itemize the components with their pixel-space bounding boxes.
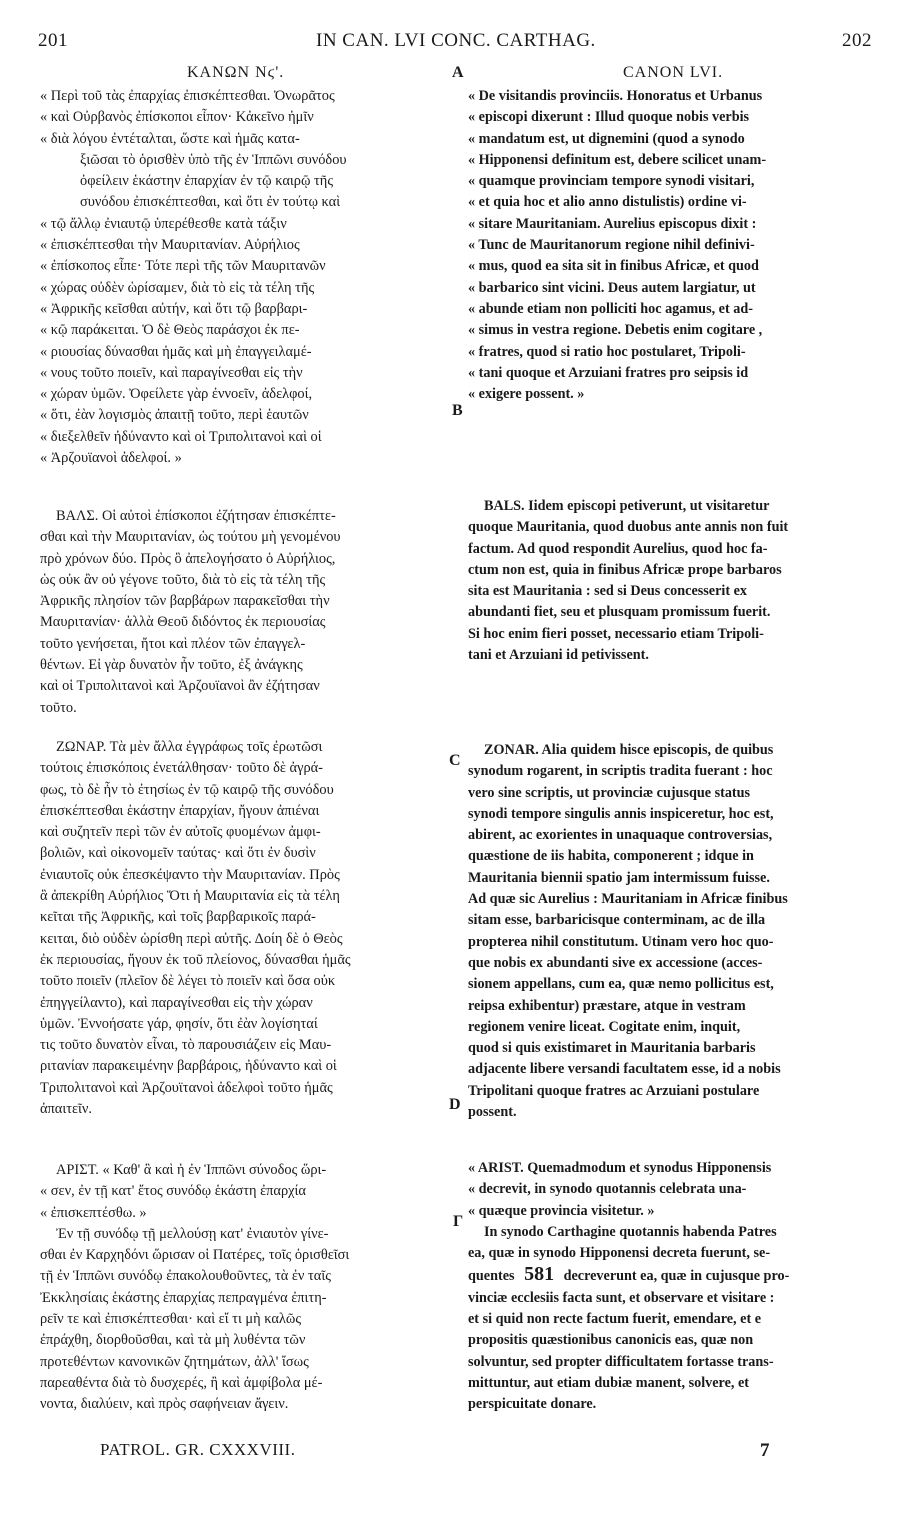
canon-text-latin (468, 86, 766, 405)
text-line: κειται, διὸ οὐδὲν ὡρίσθη περὶ αὐτῆς. Δοίη δὲ ὁ Θεὸς (40, 930, 343, 947)
text-line: κεῖται τῆς Ἀφρικῆς, καὶ τοῖς βαρβαρικοῖς παρά- (40, 909, 316, 926)
text-line: ὑμῶν. Ἐννοήσατε γάρ, φησίν, ὅτι ἐὰν λογίσηταί (40, 1015, 318, 1032)
text-line: Mauritania biennii spatio jam intermissum fuisse. (468, 869, 770, 886)
aristenus-commentary-latin (468, 1158, 789, 1416)
left-page-number: 201 (38, 30, 68, 51)
text-line: νοντα, διαλύειν, καὶ πρὸς σαφήνειαν ἄγειν. (40, 1396, 289, 1413)
text-line: « Hipponensi definitum est, debere scilicet unam- (468, 151, 767, 168)
text-line: τοῦτο ποιεῖν (πλεῖον δὲ λέγει τὸ ποιεῖν καὶ ὅσα οὐκ (40, 973, 336, 990)
text-line: Si hoc enim fieri posset, necessario etiam Tripoli- (468, 625, 764, 642)
text-line: abirent, ac exorientes in unaquaque controversias, (468, 827, 773, 844)
column-number: 581 (524, 1263, 555, 1286)
text-line: ΑΡΙΣΤ. « Καθ' ἃ καὶ ἡ ἐν Ἱππῶνι σύνοδος ὥρι- (56, 1162, 327, 1178)
text-line: ctum non est, quia in finibus Africæ prope barbaros (468, 561, 782, 578)
text-line: πρὸ χρόνων δύο. Πρὸς ὃ ἀπελογήσατο ὁ Αὐρήλιος, (40, 550, 336, 567)
text-line: Ad quæ sic Aurelius : Mauritaniam in Africæ finibus (468, 891, 788, 908)
text-line: ὡς οὐκ ἂν οὐ γέγονε τοῦτο, διὰ τὸ εἰς τὰ τέλη τῆς (40, 571, 326, 588)
text-line: quæstione de iis habita, componerent ; idque in (468, 848, 754, 865)
text-line: vero sine scriptis, ut provinciæ cujusque status (468, 784, 751, 801)
text-line: ριτανίαν παρακειμένην βαρβάροις, ἠδύναντο καὶ οἱ (40, 1058, 337, 1075)
text-line: ΖΩΝΑΡ. Τὰ μὲν ἄλλα ἐγγράφως τοῖς ἐρωτῶσι (56, 739, 323, 755)
right-page-number: 202 (842, 30, 872, 51)
text-line: « τῷ ἄλλῳ ἐνιαυτῷ ὑπερέθεσθε κατὰ τάξιν (40, 215, 287, 232)
text-line: παρεαθέντα διὰ τὸ δυσχερές, ἢ καὶ ἀμφίβολα μέ- (40, 1374, 323, 1391)
text-line: « νους τοῦτο ποιεῖν, καὶ παραγίνεσθαι εἰς τὴν (40, 364, 303, 381)
text-line: ZONAR. Alia quidem hisce episcopis, de quibus (484, 742, 774, 758)
text-line: que nobis ex abundanti sive ex accessione (acces- (468, 954, 763, 971)
text-line: ea, quæ in synodo Hipponensi decreta fuerunt, se- (468, 1245, 771, 1262)
text-line: καὶ συζητεῖν περὶ τῶν ἐν αὐτοῖς φυομένων ἀμφι- (40, 824, 321, 841)
text-line: τοῦτο. (40, 699, 77, 716)
canon-heading-greek: ΚΑΝΩΝ Νϛ'. (187, 64, 285, 81)
text-line: « et quia hoc et alio anno distulistis) ordine vi- (468, 194, 747, 211)
text-line: θέντων. Εἰ γὰρ δυνατὸν ἦν τοῦτο, ἐξ ἀνάγκης (40, 657, 303, 674)
text-line: reipsa exhibentur) præstare, atque in vestram (468, 997, 746, 1014)
text-line: φως, τὸ δὲ ἦν τὸ ἐτησίως ἐν τῷ καιρῷ τῆς συνόδου (40, 781, 334, 798)
text-line: « De visitandis provinciis. Honoratus et Urbanus (468, 88, 763, 104)
text-line: vinciæ ecclesiis facta sunt, et observare et visitare : (468, 1289, 775, 1306)
text-line: Tripolitani quoque fratres ac Arzuiani postulare (468, 1082, 760, 1099)
margin-letter-b: B (452, 402, 463, 419)
text-line: συνόδου ἐπισκέπτεσθαι, καὶ ὅτι ἐν τούτῳ καὶ (80, 194, 341, 211)
text-line: « διὰ λόγου ἐντέταλται, ὥστε καὶ ἡμᾶς κατα- (40, 130, 300, 147)
text-line: sionem appellans, cum ea, quæ nemo pollicitus est, (468, 976, 774, 993)
text-line: « ριουσίας δύνασθαι ἡμᾶς καὶ μὴ ἐπαγγειλαμέ- (40, 343, 312, 360)
text-line: BALS. Iidem episcopi petiverunt, ut visitaretur (484, 498, 770, 514)
text-line: abundanti fiet, seu et plusquam promissum fuerit. (468, 604, 771, 621)
text-line: σθαι ἐν Καρχηδόνι ὥρισαν οἱ Πατέρες, τοῖς ὁρισθεῖσι (40, 1247, 350, 1264)
text-line: « Ἀφρικῆς κεῖσθαι αὐτήν, καὶ ὅτι τῷ βαρβαρι- (40, 300, 308, 317)
zonaras-commentary-greek (40, 737, 351, 1120)
text-line: « simus in vestra regione. Debetis enim cogitare , (468, 322, 763, 339)
text-line: βολιῶν, καὶ οἰκονομεῖν ταύτας· καὶ ὅτι ἐν δυσὶν (40, 845, 316, 862)
text-line: ἀπαιτεῖν. (40, 1101, 93, 1118)
text-line: synodum rogarent, in scriptis tradita fuerant : hoc (468, 763, 773, 780)
text-line: « tani quoque et Arzuiani fratres pro seipsis id (468, 364, 749, 381)
text-line: « ἐπισκεπτέσθω. » (40, 1204, 147, 1221)
text-line: ἃ ἀπεκρίθη Αὐρήλιος Ὅτι ἡ Μαυριτανία εἰς τὰ τέλη (40, 888, 340, 905)
text-line: Ἐκκλησίαις ἑκάστης ἐπαρχίας πεπραγμένα ἐπιτη- (40, 1289, 327, 1306)
text-line: propositis quæstionibus canonicis eas, quæ non (468, 1332, 754, 1349)
text-line: regionem venire liceat. Cogitate enim, inquit, (468, 1018, 741, 1035)
text-line: quoque Mauritania, quod duobus ante annis non fuit (468, 519, 789, 536)
text-line: ὀφείλειν ἑκάστην ἐπαρχίαν ἐν τῷ καιρῷ τῆς (80, 173, 334, 190)
text-line: ξιῶσαι τὸ ὁρισθὲν ὑπὸ τῆς ἐν Ἱππῶνι συνόδου (80, 151, 347, 168)
text-line: « σεν, ἐν τῇ κατ' ἔτος συνόδῳ ἑκάστη ἐπαρχία (40, 1183, 306, 1200)
text-line: synodi tempore singulis annis inspiceretur, hoc est, (468, 805, 774, 822)
balsamon-commentary-greek (40, 506, 341, 719)
text-line: ἐπράχθη, διορθοῦσθαι, καὶ τὰ μὴ λυθέντα τῶν (40, 1332, 306, 1349)
text-line (468, 1264, 789, 1287)
canon-heading-latin: CANON LVI. (623, 64, 724, 81)
text-line: sita est Mauritania : sed si Deus concesserit ex (468, 583, 747, 600)
text-line: « exigere possent. » (468, 386, 585, 403)
canon-text-greek (40, 86, 347, 469)
text-line: τοῦτο γενήσεται, ἤτοι καὶ πλέον τῶν ἐπαγγελ- (40, 635, 306, 652)
text-line: Μαυριτανίαν· ἀλλὰ Θεοῦ διδόντος ἐκ περιουσίας (40, 614, 326, 631)
text-line: σθαι καὶ τὴν Μαυριτανίαν, ὡς τούτου μὴ γενομένου (40, 529, 341, 546)
text-line: Τριπολιτανοὶ καὶ Ἀρζουϊτανοὶ ἀδελφοὶ τοῦτο ἡμᾶς (40, 1079, 333, 1096)
text-line: « ARIST. Quemadmodum et synodus Hipponensis (468, 1160, 772, 1176)
running-title: IN CAN. LVI CONC. CARTHAG. (316, 30, 596, 51)
margin-letter-d: D (449, 1096, 461, 1113)
text-line: tani et Arzuiani id petivissent. (468, 647, 649, 664)
aristenus-commentary-greek (40, 1160, 349, 1416)
text-line: In synodo Carthagine quotannis habenda Patres (484, 1223, 777, 1240)
text-line: « χώραν ὑμῶν. Ὀφείλετε γὰρ ἐννοεῖν, ἀδελφοί, (40, 386, 313, 403)
text-line: solvuntur, sed propter difficultatem fortasse trans- (468, 1353, 774, 1370)
text-line: « κῷ παράκειται. Ὁ δὲ Θεὸς παράσχοι ἐκ πε- (40, 322, 300, 339)
text-line: « fratres, quod si ratio hoc postularet, Tripoli- (468, 343, 746, 360)
text-line: perspicuitate donare. (468, 1396, 597, 1413)
footer-signature: PATROL. GR. CXXXVIII. (100, 1440, 296, 1459)
text-line: « διεξελθεῖν ἠδύναντο καὶ οἱ Τριπολιτανοὶ καὶ οἱ (40, 428, 322, 445)
text-line: τις τοῦτο δυνατὸν εἶναι, τὸ παρουσιάζειν εἰς Μαυ- (40, 1037, 332, 1054)
text-line: mittuntur, aut etiam dubiæ manent, solvere, et (468, 1374, 749, 1391)
text-line: ΒΑΛΣ. Οἱ αὐτοὶ ἐπίσκοποι ἐζήτησαν ἐπισκέπτε- (56, 508, 336, 524)
text-line: « episcopi dixerunt : Illud quoque nobis verbis (468, 109, 750, 126)
text-line: « mus, quod ea sita sit in finibus Africæ, et quod (468, 258, 759, 275)
text-line: adjacente libere versandi facultatem esse, id a nobis (468, 1061, 781, 1078)
text-line: « ὅτι, ἐὰν λογισμὸς ἀπαιτῇ τοῦτο, περὶ ἑαυτῶν (40, 407, 309, 424)
margin-letter-c: C (449, 752, 461, 769)
text-line: « ἐπισκέπτεσθαι τὴν Μαυριτανίαν. Αὐρήλιος (40, 237, 300, 254)
margin-letter-gamma: Γ (453, 1213, 464, 1230)
text-line: τούτοις ἐπισκόποις ἐνετάλθησαν· τοῦτο δὲ ἀγρά- (40, 760, 323, 777)
text-line: τῇ ἐν Ἱππῶνι συνόδῳ ἐπακολουθοῦντες, τὰ ἐν ταῖς (40, 1268, 331, 1285)
text-line: « χώρας οὐδὲν ὡρίσαμεν, διὰ τὸ εἰς τὰ τέλη τῆς (40, 279, 315, 296)
text-line: Ἐν τῇ συνόδῳ τῇ μελλούσῃ κατ' ἐνιαυτὸν γίνε- (56, 1225, 329, 1242)
text-fragment: quentes (468, 1268, 515, 1285)
text-line: προτεθέντων κανονικῶν ζητημάτων, ἀλλ' ἴσως (40, 1353, 309, 1370)
text-line: « sitare Mauritaniam. Aurelius episcopus dixit : (468, 215, 757, 232)
text-line: « mandatum est, ut dignemini (quod a synodo (468, 130, 745, 147)
text-line: ρεῖν τε καὶ ἐπισκέπτεσθαι· καὶ εἴ τι μὴ καλῶς (40, 1311, 302, 1328)
text-line: ἐπηγγείλαντο), καὶ παραγίνεσθαι εἰς τὴν χώραν (40, 994, 313, 1011)
text-line: « Ἀρζουϊανοὶ ἀδελφοί. » (40, 450, 182, 467)
balsamon-commentary-latin (468, 496, 788, 666)
text-fragment: decreverunt ea, quæ in cujusque pro- (563, 1268, 790, 1285)
text-line: propterea nihil constitutum. Utinam vero hoc quo- (468, 933, 774, 950)
text-line: ἐκ περιουσίας, ἤγουν ἐκ τοῦ πλείονος, δύνασθαι ἡμᾶς (40, 951, 351, 968)
signature-number: 7 (760, 1440, 770, 1461)
text-line: factum. Ad quod respondit Aurelius, quod hoc fa- (468, 540, 768, 557)
text-line: sitam esse, barbaricisque conterminam, ac de illa (468, 912, 766, 929)
text-line: « barbarico sint vicini. Deus autem largiatur, ut (468, 279, 756, 296)
text-line: Ἀφρικῆς πλησίον τῶν βαρβάρων παρακεῖσθαι τὴν (40, 593, 330, 610)
text-line: « Tunc de Mauritanorum regione nihil definivi- (468, 237, 755, 254)
margin-letter-a: A (452, 64, 464, 81)
text-line: « quamque provinciam tempore synodi visitari, (468, 173, 755, 190)
zonaras-commentary-latin (468, 740, 788, 1123)
text-line: « Περὶ τοῦ τὰς ἐπαρχίας ἐπισκέπτεσθαι. Ὀνωρᾶτος (40, 88, 335, 104)
text-line: « quæque provincia visitetur. » (468, 1202, 655, 1219)
text-line: « abunde etiam non polliciti hoc agamus, et ad- (468, 300, 753, 317)
text-line: « decrevit, in synodo quotannis celebrata una- (468, 1181, 747, 1198)
text-line: possent. (468, 1104, 517, 1121)
text-line: « ἐπίσκοπος εἶπε· Τότε περὶ τῆς τῶν Μαυριτανῶν (40, 258, 326, 275)
text-line: ἐνιαυτοῖς οὐκ ἐπεσκέψαντο τὴν Μαυριτανίαν. Πρὸς (40, 866, 340, 883)
text-line: καὶ οἱ Τριπολιτανοὶ καὶ Ἀρζουϊανοὶ ἂν ἐζήτησαν (40, 678, 320, 695)
text-line: et si quid non recte factum fuerit, emendare, et e (468, 1311, 762, 1328)
text-line: « καὶ Οὐρβανὸς ἐπίσκοποι εἶπον· Κἀκεῖνο ἡμῖν (40, 109, 314, 126)
text-line: ἐπισκέπτεσθαι ἑκάστην ἐπαρχίαν, ἤγουν ἀπιέναι (40, 802, 320, 819)
text-line: quod si quis existimaret in Mauritania barbaris (468, 1040, 756, 1057)
